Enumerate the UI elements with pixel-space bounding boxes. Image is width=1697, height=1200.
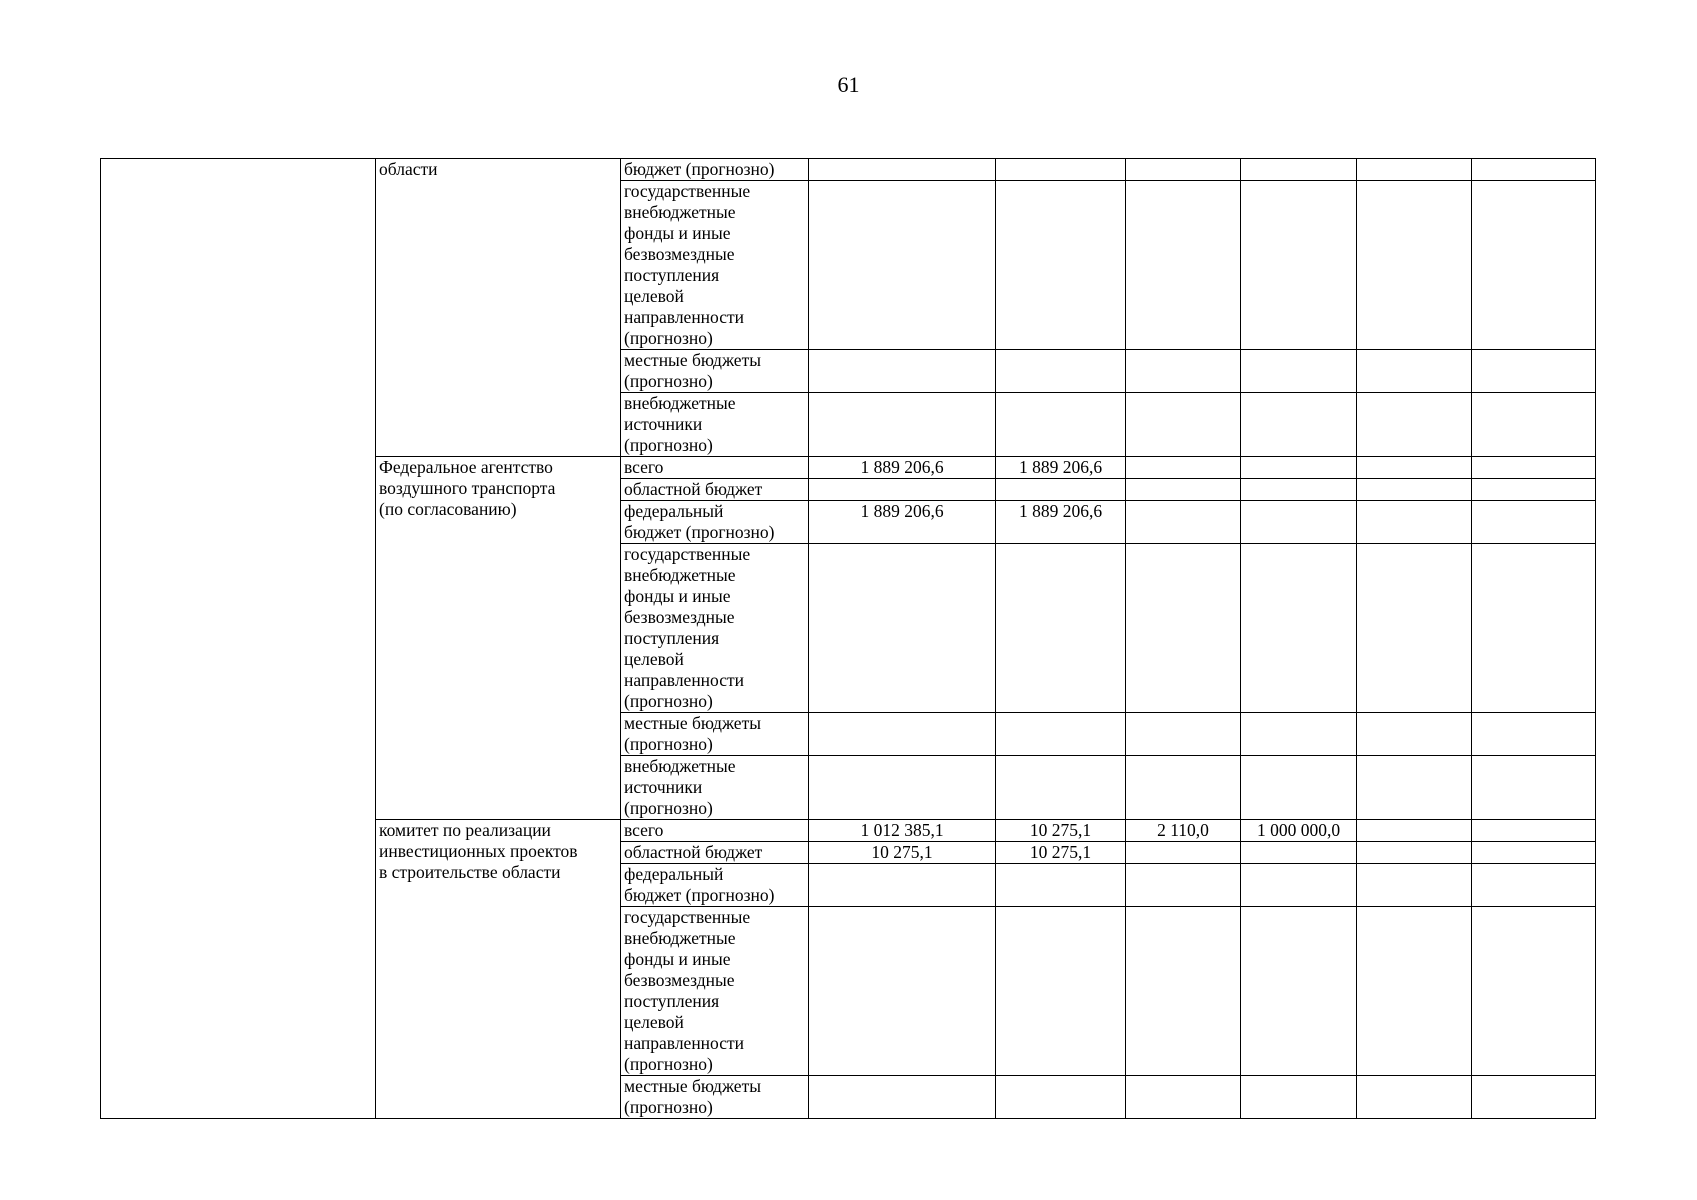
amount-cell — [1126, 159, 1241, 181]
amount-cell — [1241, 457, 1357, 479]
amount-cell — [996, 864, 1126, 907]
amount-cell — [1357, 350, 1472, 393]
amount-cell — [1357, 393, 1472, 457]
amount-cell: 10 275,1 — [809, 842, 996, 864]
amount-cell — [1126, 864, 1241, 907]
amount-cell — [1472, 479, 1596, 501]
amount-cell — [1241, 842, 1357, 864]
amount-cell: 1 889 206,6 — [996, 501, 1126, 544]
amount-cell — [1126, 842, 1241, 864]
funding-source-cell: областной бюджет — [621, 842, 809, 864]
amount-cell — [809, 1076, 996, 1119]
amount-cell — [1357, 479, 1472, 501]
funding-source-cell: местные бюджеты (прогнозно) — [621, 713, 809, 756]
amount-cell — [1472, 864, 1596, 907]
row-label-cell — [101, 159, 376, 1119]
amount-cell — [1472, 907, 1596, 1076]
amount-cell — [1472, 544, 1596, 713]
amount-cell — [1357, 1076, 1472, 1119]
amount-cell — [1241, 544, 1357, 713]
funding-source-cell: внебюджетные источники (прогнозно) — [621, 756, 809, 820]
amount-cell: 1 000 000,0 — [1241, 820, 1357, 842]
funding-source-cell: всего — [621, 820, 809, 842]
amount-cell: 10 275,1 — [996, 842, 1126, 864]
amount-cell — [1126, 181, 1241, 350]
amount-cell — [1472, 713, 1596, 756]
amount-cell — [1126, 350, 1241, 393]
table-row — [101, 159, 1596, 181]
amount-cell — [1357, 544, 1472, 713]
amount-cell — [1357, 159, 1472, 181]
amount-cell — [996, 393, 1126, 457]
amount-cell — [1472, 159, 1596, 181]
budget-table — [100, 158, 1596, 1119]
amount-cell — [809, 756, 996, 820]
amount-cell — [1126, 501, 1241, 544]
organization-cell: области — [376, 159, 621, 457]
amount-cell — [1241, 350, 1357, 393]
funding-source-cell: государственные внебюджетные фонды и иные безвозмездные поступления целевой направленности (прогнозно) — [621, 907, 809, 1076]
amount-cell — [1472, 393, 1596, 457]
amount-cell — [996, 756, 1126, 820]
funding-source-cell: государственные внебюджетные фонды и иные безвозмездные поступления целевой направленности (прогнозно) — [621, 181, 809, 350]
amount-cell — [1472, 820, 1596, 842]
amount-cell — [1241, 159, 1357, 181]
amount-cell — [809, 181, 996, 350]
amount-cell — [809, 544, 996, 713]
amount-cell — [1241, 501, 1357, 544]
amount-cell — [1241, 479, 1357, 501]
amount-cell — [996, 159, 1126, 181]
funding-source-cell: местные бюджеты (прогнозно) — [621, 350, 809, 393]
funding-source-cell: бюджет (прогнозно) — [621, 159, 809, 181]
amount-cell: 2 110,0 — [1126, 820, 1241, 842]
amount-cell — [1357, 181, 1472, 350]
amount-cell — [809, 350, 996, 393]
amount-cell — [1472, 756, 1596, 820]
amount-cell — [1472, 842, 1596, 864]
amount-cell: 1 889 206,6 — [996, 457, 1126, 479]
amount-cell — [1357, 820, 1472, 842]
amount-cell — [1472, 501, 1596, 544]
amount-cell — [809, 907, 996, 1076]
amount-cell — [996, 907, 1126, 1076]
amount-cell — [809, 479, 996, 501]
amount-cell — [996, 713, 1126, 756]
amount-cell — [996, 544, 1126, 713]
amount-cell — [1357, 907, 1472, 1076]
amount-cell — [1357, 713, 1472, 756]
funding-source-cell: областной бюджет — [621, 479, 809, 501]
funding-source-cell: всего — [621, 457, 809, 479]
amount-cell — [1241, 393, 1357, 457]
amount-cell — [996, 1076, 1126, 1119]
amount-cell — [1126, 713, 1241, 756]
amount-cell — [1126, 393, 1241, 457]
page-number: 61 — [837, 72, 860, 97]
amount-cell — [996, 479, 1126, 501]
funding-source-cell: федеральный бюджет (прогнозно) — [621, 864, 809, 907]
amount-cell — [1241, 864, 1357, 907]
amount-cell: 1 889 206,6 — [809, 457, 996, 479]
amount-cell — [1126, 907, 1241, 1076]
amount-cell — [809, 393, 996, 457]
amount-cell — [1472, 457, 1596, 479]
organization-cell: комитет по реализации инвестиционных проектов в строительстве области — [376, 820, 621, 1119]
amount-cell — [1472, 1076, 1596, 1119]
amount-cell — [1241, 756, 1357, 820]
amount-cell — [1241, 181, 1357, 350]
amount-cell — [996, 181, 1126, 350]
organization-cell: Федеральное агентство воздушного транспорта (по согласованию) — [376, 457, 621, 820]
funding-source-cell: государственные внебюджетные фонды и иные безвозмездные поступления целевой направленности (прогнозно) — [621, 544, 809, 713]
amount-cell — [809, 713, 996, 756]
amount-cell — [1126, 457, 1241, 479]
amount-cell — [1357, 457, 1472, 479]
amount-cell — [1126, 1076, 1241, 1119]
amount-cell — [1241, 1076, 1357, 1119]
amount-cell — [1241, 907, 1357, 1076]
amount-cell — [1126, 544, 1241, 713]
funding-source-cell: внебюджетные источники (прогнозно) — [621, 393, 809, 457]
amount-cell: 1 889 206,6 — [809, 501, 996, 544]
amount-cell — [809, 864, 996, 907]
amount-cell — [1357, 501, 1472, 544]
amount-cell — [996, 350, 1126, 393]
amount-cell — [1126, 756, 1241, 820]
amount-cell — [1357, 842, 1472, 864]
amount-cell: 10 275,1 — [996, 820, 1126, 842]
amount-cell — [1472, 181, 1596, 350]
funding-source-cell: федеральный бюджет (прогнозно) — [621, 501, 809, 544]
amount-cell — [809, 159, 996, 181]
amount-cell — [1126, 479, 1241, 501]
amount-cell: 1 012 385,1 — [809, 820, 996, 842]
funding-source-cell: местные бюджеты (прогнозно) — [621, 1076, 809, 1119]
amount-cell — [1357, 756, 1472, 820]
amount-cell — [1241, 713, 1357, 756]
amount-cell — [1472, 350, 1596, 393]
amount-cell — [1357, 864, 1472, 907]
